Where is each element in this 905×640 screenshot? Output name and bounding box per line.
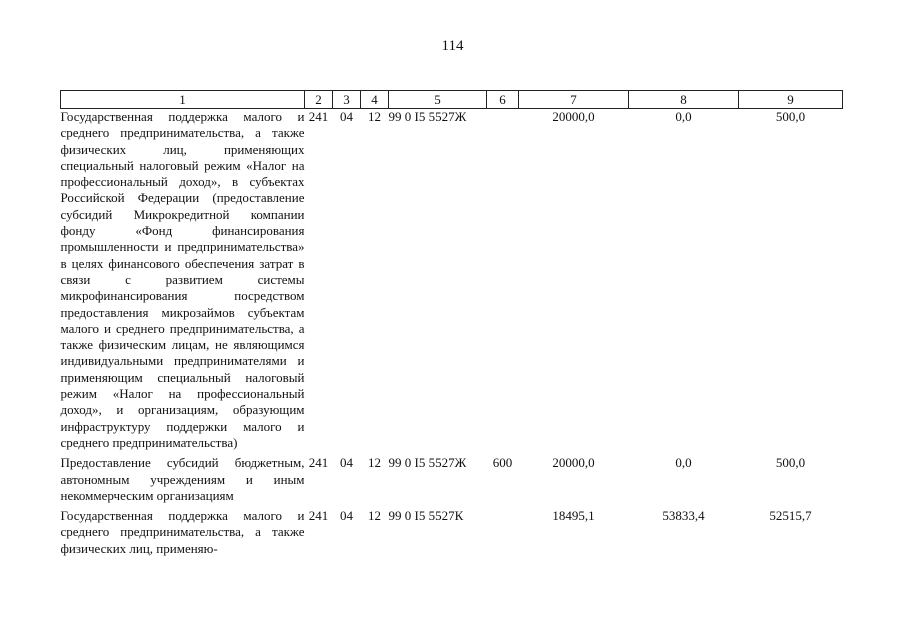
header-col-8: 8: [629, 91, 739, 109]
row-col-7: 20000,0: [552, 109, 595, 124]
row-col-6: [487, 508, 519, 557]
row-col-9: 52515,7: [769, 508, 812, 524]
row-col-8: 0,0: [675, 455, 692, 471]
row-col-2: 241: [308, 508, 329, 524]
table-row: [61, 455, 843, 508]
row-col-5: 99 0 I5 5527Ж: [388, 455, 467, 471]
row-col-8: 53833,4: [662, 508, 705, 524]
table-header-row: [61, 91, 843, 109]
row-col-3: 04: [340, 455, 353, 471]
row-description: Предоставление субсидий бюджетным, автономным учреждениям и иным некоммерческим организациям: [60, 455, 305, 503]
row-description: Государственная поддержка малого и среднего предпринимательства, а также физических лиц, применяющих специальный налоговый режим «Налог на профессиональный доход», в субъектах Российской Федерации (предоставление субсидий Микрокредитной компании фонду «Фонд финансирования промышленности и предпринимательства» в целях финансового обеспечения затрат в связи с развитием системы микрофинансирования посредством предоставления микрозаймов субъектам малого и среднего предпринимательства, а также физическим лицам, не являющимся индивидуальными предпринимателями и применяющим специальный налоговый режим «Налог на профессиональный доход», и организациям, образующим инфраструктуру поддержки малого и среднего предпринимательства): [60, 109, 305, 450]
header-col-5: 5: [389, 91, 487, 109]
row-col-4: 12: [368, 508, 381, 524]
header-col-7: 7: [519, 91, 629, 109]
row-col-2: 241: [308, 455, 329, 471]
row-col-6: 600: [492, 455, 513, 471]
header-col-9: 9: [739, 91, 843, 109]
table-row: [61, 508, 843, 557]
row-col-3: 04: [340, 109, 353, 124]
row-col-8: 0,0: [675, 109, 692, 124]
row-col-4: 12: [368, 455, 381, 471]
row-col-2: 241: [308, 109, 329, 124]
header-col-4: 4: [361, 91, 389, 109]
row-col-7: 20000,0: [552, 455, 595, 471]
row-col-5: 99 0 I5 5527К: [388, 508, 464, 524]
row-col-6: [487, 109, 519, 456]
header-col-1: 1: [61, 91, 305, 109]
budget-table: [60, 90, 843, 557]
row-col-4: 12: [368, 109, 381, 124]
row-col-9: 500,0: [775, 455, 806, 471]
row-col-5: 99 0 I5 5527Ж: [388, 109, 467, 124]
table-row: [61, 109, 843, 456]
row-description: Государственная поддержка малого и среднего предпринимательства, а также физических лиц, применяю-: [60, 508, 305, 556]
header-col-3: 3: [333, 91, 361, 109]
header-col-6: 6: [487, 91, 519, 109]
row-col-9: 500,0: [775, 109, 806, 124]
page-number: 114: [441, 38, 464, 54]
row-col-3: 04: [340, 508, 353, 524]
header-col-2: 2: [305, 91, 333, 109]
row-col-7: 18495,1: [552, 508, 595, 524]
